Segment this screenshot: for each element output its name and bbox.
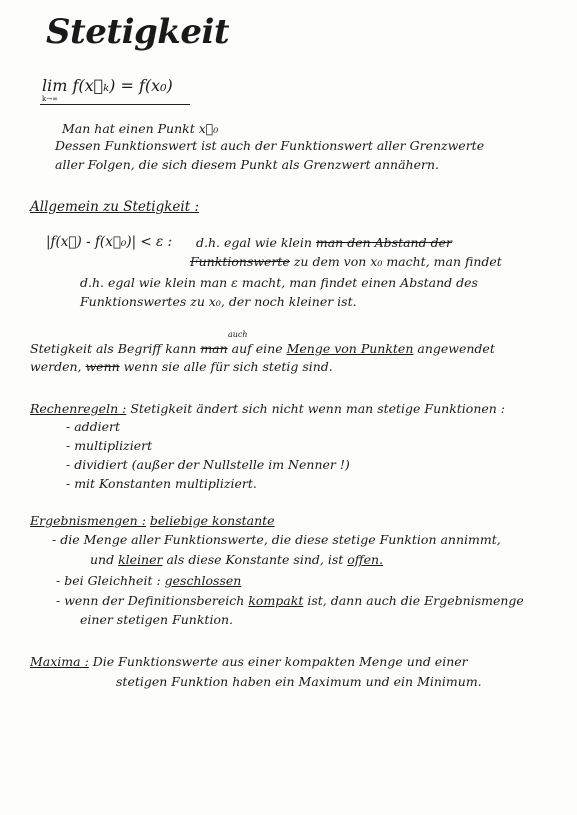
rules-heading: Rechenregeln : <box>30 401 127 416</box>
results-line-4a: - wenn der Definitionsbereich <box>56 593 245 608</box>
maxima-text-1: Die Funktionswerte aus einer kompakten Menge und einer <box>92 654 468 669</box>
general-line-4: Funktionswertes zu x₀, der noch kleiner ist. <box>80 294 357 309</box>
results-line-5: einer stetigen Funktion. <box>80 612 233 627</box>
general-line-2 <box>190 253 502 270</box>
general-line-2-strike: Funktionswerte <box>190 254 290 269</box>
results-line-3 <box>56 572 241 589</box>
results-line-3-underlined: geschlossen <box>164 573 242 588</box>
concept-line-1-underlined: Menge von Punkten <box>286 341 414 356</box>
limit-formula <box>42 76 173 103</box>
formula-underline <box>40 104 190 105</box>
concept-line-2b: wenn sie alle für sich stetig sind. <box>123 359 333 374</box>
general-line-2b: zu dem von x₀ macht, man findet <box>293 254 502 269</box>
general-heading: Allgemein zu Stetigkeit : <box>30 199 200 215</box>
concept-line-2 <box>30 358 333 375</box>
results-line-4 <box>56 592 524 609</box>
results-heading-line <box>30 512 275 529</box>
concept-line-1-strike: man <box>200 341 228 356</box>
limit-formula-main: lim f(x⃗ₖ) = f(x₀) <box>42 76 173 95</box>
rules-line <box>30 400 505 417</box>
general-formula: |f(x⃗) - f(x⃗₀)| < ε : <box>46 234 173 250</box>
results-line-2b: als diese Konstante sind, ist <box>166 552 344 567</box>
results-heading-b: beliebige konstante <box>149 513 275 528</box>
concept-line-1 <box>30 340 495 357</box>
results-line-2-underlined-2: offen. <box>347 552 384 567</box>
results-line-3a: - bei Gleichheit : <box>56 573 161 588</box>
results-line-2 <box>90 551 383 568</box>
results-line-4-underlined: kompakt <box>248 593 304 608</box>
rules-item-1: - addiert <box>66 419 121 434</box>
maxima-line-2: stetigen Funktion haben ein Maximum und ein Minimum. <box>116 674 482 689</box>
results-line-2a: und <box>90 552 115 567</box>
concept-insert: auch <box>228 330 248 339</box>
concept-line-2-strike: wenn <box>85 359 120 374</box>
intro-line-3: aller Folgen, die sich diesem Punkt als Grenzwert annähern. <box>55 157 439 172</box>
maxima-heading: Maxima : <box>30 654 89 669</box>
maxima-line-1 <box>30 653 468 670</box>
rules-item-2: - multipliziert <box>66 438 153 453</box>
intro-line-1: Man hat einen Punkt x⃗₀ <box>62 121 219 136</box>
results-line-1: - die Menge aller Funktionswerte, die diese stetige Funktion annimmt, <box>52 532 501 547</box>
limit-formula-sub: k→∞ <box>42 95 58 103</box>
general-line-1 <box>196 234 452 251</box>
general-line-1a: d.h. egal wie klein <box>196 235 312 250</box>
rules-item-4: - mit Konstanten multipliziert. <box>66 476 257 491</box>
intro-line-2: Dessen Funktionswert ist auch der Funktionswert aller Grenzwerte <box>55 138 485 153</box>
results-line-4b: ist, dann auch die Ergebnismenge <box>307 593 524 608</box>
concept-line-1c: angewendet <box>417 341 495 356</box>
general-line-1-strike: man den Abstand der <box>315 235 452 250</box>
results-heading: Ergebnismengen : <box>30 513 146 528</box>
rules-item-3: - dividiert (außer der Nullstelle im Nenner !) <box>66 457 350 472</box>
general-line-3: d.h. egal wie klein man ε macht, man findet einen Abstand des <box>80 275 478 290</box>
results-line-2-underlined: kleiner <box>118 552 163 567</box>
concept-line-1a: Stetigkeit als Begriff kann <box>30 341 197 356</box>
page-title: Stetigkeit <box>46 12 230 52</box>
concept-line-2a: werden, <box>30 359 82 374</box>
rules-intro: Stetigkeit ändert sich nicht wenn man stetige Funktionen : <box>130 401 506 416</box>
concept-line-1b: auf eine <box>231 341 283 356</box>
